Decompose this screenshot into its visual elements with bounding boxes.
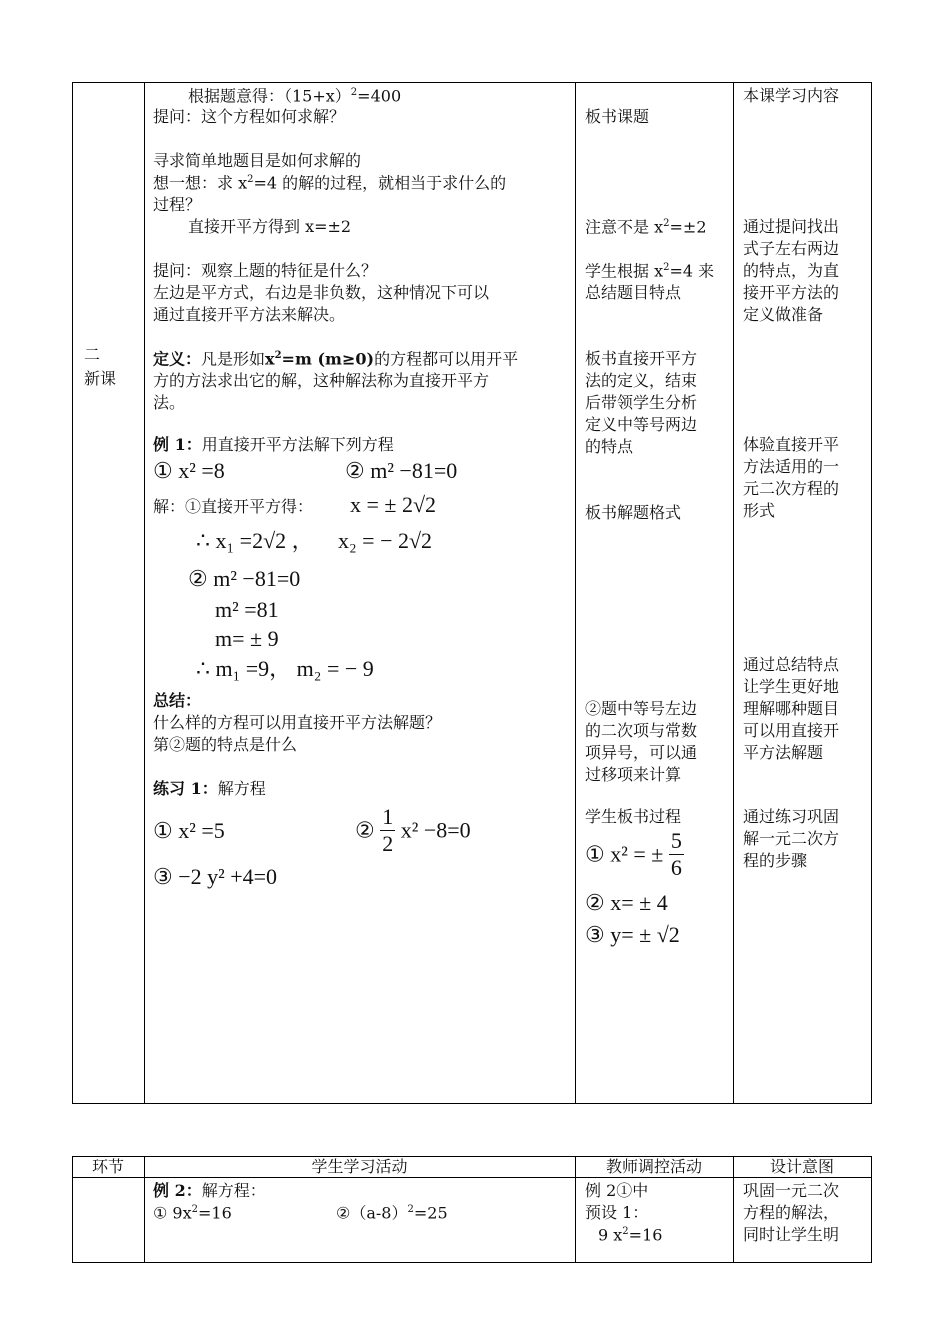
summary-line-2: 第②题的特点是什么 bbox=[153, 735, 298, 754]
solution-step-1: x = ± 2√2 bbox=[350, 492, 437, 517]
teacher-note-4-line-4: 定义中等号两边 bbox=[585, 415, 698, 434]
teacher-example-2-line-3: 9 $x^2=16$ bbox=[598, 1225, 663, 1245]
teacher-example-2-line-2: 预设 1： bbox=[585, 1203, 649, 1222]
solution-step-6: ∴ m₁ =9， m₂ = − 9 bbox=[196, 656, 374, 681]
example-1-problem-1: ① x² =8 bbox=[153, 458, 225, 483]
intent-4-line-5: 平方法解题 bbox=[743, 743, 824, 762]
teacher-note-7: 学生板书过程 bbox=[585, 807, 682, 826]
example-1-problem-2: ② m² −81=0 bbox=[345, 458, 458, 483]
intent-2-line-4: 接开平方法的 bbox=[743, 283, 840, 302]
teacher-note-6-line-1: ②题中等号左边 bbox=[585, 699, 698, 718]
practice-1-title: 练习 1：解方程 bbox=[153, 779, 266, 798]
practice-problem-1: ① x² =5 bbox=[153, 818, 225, 843]
think-line-1: 想一想：求 $x^2=4$ 的解的过程，就相当于求什么的 bbox=[153, 173, 507, 193]
solution-label: 解：①直接开平方得： bbox=[153, 497, 314, 516]
definition-line-2: 方的方法求出它的解，这种解法称为直接开平方 bbox=[153, 371, 490, 390]
solution-step-4: m² =81 bbox=[215, 597, 279, 622]
example-2-title: 例 2：解方程： bbox=[153, 1181, 266, 1200]
teacher-note-2: 注意不是 $x^2=\pm 2$ bbox=[585, 217, 707, 237]
intent-example-2-line-2: 方程的解法， bbox=[743, 1203, 840, 1222]
intent-3-line-3: 元二次方程的 bbox=[743, 479, 840, 498]
intent-4-line-4: 可以用直接开 bbox=[743, 721, 840, 740]
practice-problem-2: ② $\frac{1}{2}$ x² −8=0 bbox=[355, 804, 471, 856]
teacher-note-4-line-1: 板书直接开平方 bbox=[585, 349, 698, 368]
header-stage: 环节 bbox=[91, 1157, 124, 1176]
teacher-example-2-line-1: 例 2①中 bbox=[585, 1181, 649, 1200]
teacher-note-6-line-2: 的二次项与常数 bbox=[585, 721, 698, 740]
intent-2-line-2: 式子左右两边 bbox=[743, 239, 840, 258]
definition-line-1: 定义：凡是形如$x^2=m$ (m≥0)的方程都可以用开平 bbox=[153, 349, 519, 369]
intent-2-line-3: 的特点，为直 bbox=[743, 261, 840, 280]
intent-4-line-2: 让学生更好地 bbox=[743, 677, 840, 696]
direct-root: 直接开平方得到 x=±2 bbox=[188, 217, 352, 236]
example-1-title: 例 1：用直接开平方法解下列方程 bbox=[153, 435, 394, 454]
section-number: 二 bbox=[84, 345, 101, 364]
teacher-note-4-line-2: 法的定义，结束 bbox=[585, 371, 698, 390]
question-1: 提问：这个方程如何求解？ bbox=[153, 107, 346, 126]
think-line-2: 过程？ bbox=[153, 195, 202, 214]
teacher-answer-1: ① x² = ± $\frac{5}{6}$ bbox=[585, 828, 682, 880]
summary-label: 总结： bbox=[153, 691, 202, 710]
solution-step-3: ② m² −81=0 bbox=[188, 566, 301, 591]
intent-3-line-2: 方法适用的一 bbox=[743, 457, 840, 476]
teacher-note-4-line-5: 的特点 bbox=[585, 437, 634, 456]
intent-3-line-4: 形式 bbox=[743, 501, 776, 520]
teacher-answer-2: ② x= ± 4 bbox=[585, 890, 668, 915]
summary-line-1: 什么样的方程可以用直接开平方法解题？ bbox=[153, 713, 442, 732]
seek-text: 寻求简单地题目是如何求解的 bbox=[153, 151, 362, 170]
solution-step-2a: ∴ x₁ =2√2 ， bbox=[196, 528, 314, 553]
example-2-problem-1: ① $9x^2=16$ bbox=[153, 1203, 232, 1223]
intent-3-line-1: 体验直接开平 bbox=[743, 435, 840, 454]
observation-1: 左边是平方式，右边是非负数，这种情况下可以 bbox=[153, 283, 490, 302]
definition-line-3: 法。 bbox=[153, 393, 186, 412]
intent-5-line-3: 程的步骤 bbox=[743, 851, 808, 870]
teacher-note-4-line-3: 后带领学生分析 bbox=[585, 393, 698, 412]
teacher-note-3b: 总结题目特点 bbox=[585, 283, 682, 302]
equation-intro: 根据题意得：$(15+x)^2=400$ bbox=[188, 86, 402, 106]
observation-2: 通过直接开平方法来解决。 bbox=[153, 305, 346, 324]
teacher-note-3a: 学生根据 $x^2=4$ 来 bbox=[585, 261, 715, 281]
solution-step-2b: x₂ = − 2√2 bbox=[338, 528, 433, 553]
header-teacher-activity: 教师调控活动 bbox=[605, 1157, 702, 1176]
teacher-note-5: 板书解题格式 bbox=[585, 503, 682, 522]
teacher-note-6-line-4: 过移项来计算 bbox=[585, 765, 682, 784]
intent-5-line-1: 通过练习巩固 bbox=[743, 807, 840, 826]
teacher-note-6-line-3: 项异号，可以通 bbox=[585, 743, 698, 762]
intent-1: 本课学习内容 bbox=[743, 86, 840, 105]
practice-problem-3: ③ −2 y² +4=0 bbox=[153, 864, 278, 889]
intent-4-line-3: 理解哪种题目 bbox=[743, 699, 840, 718]
intent-example-2-line-3: 同时让学生明 bbox=[743, 1225, 840, 1244]
solution-step-5: m= ± 9 bbox=[215, 626, 279, 651]
question-2: 提问：观察上题的特征是什么？ bbox=[153, 261, 378, 280]
header-design-intent: 设计意图 bbox=[769, 1157, 834, 1176]
teacher-answer-3: ③ y= ± √2 bbox=[585, 922, 680, 947]
intent-example-2-line-1: 巩固一元二次 bbox=[743, 1181, 840, 1200]
example-2-problem-2: $②(a-8)^2=25$ bbox=[336, 1203, 448, 1223]
intent-5-line-2: 解一元二次方 bbox=[743, 829, 840, 848]
intent-4-line-1: 通过总结特点 bbox=[743, 655, 840, 674]
teacher-note-1: 板书课题 bbox=[585, 107, 650, 126]
section-name: 新课 bbox=[84, 369, 117, 388]
header-student-activity: 学生学习活动 bbox=[311, 1157, 408, 1176]
intent-2-line-1: 通过提问找出 bbox=[743, 217, 840, 236]
intent-2-line-5: 定义做准备 bbox=[743, 305, 824, 324]
